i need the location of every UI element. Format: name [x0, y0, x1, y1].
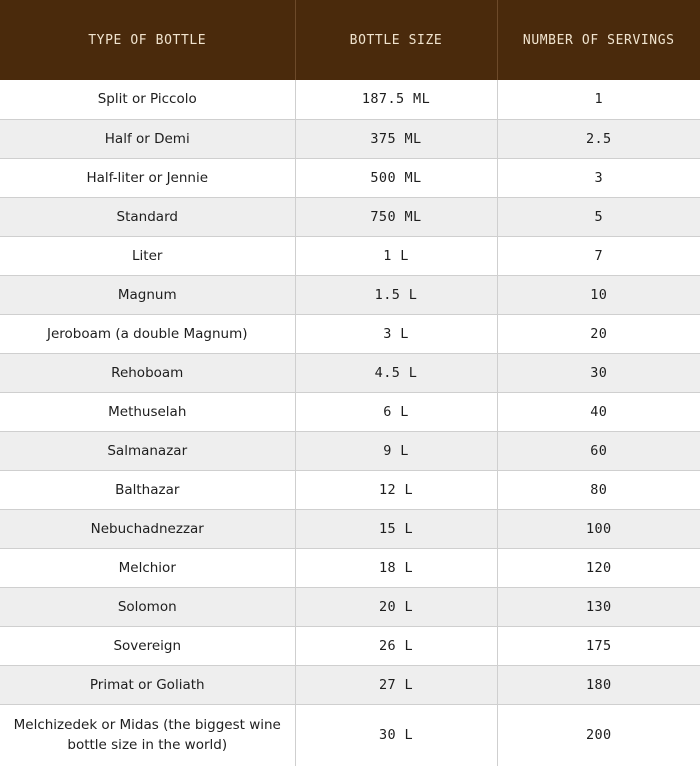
cell-bottle-type: Solomon — [0, 587, 295, 626]
cell-bottle-size: 1.5 L — [295, 275, 497, 314]
cell-bottle-type: Balthazar — [0, 470, 295, 509]
table-header — [0, 0, 700, 80]
cell-bottle-type: Half or Demi — [0, 119, 295, 158]
cell-bottle-size: 3 L — [295, 314, 497, 353]
cell-servings: 20 — [497, 314, 700, 353]
cell-bottle-size: 18 L — [295, 548, 497, 587]
cell-bottle-size: 187.5 ML — [295, 80, 497, 119]
table-row — [0, 470, 700, 509]
table-body — [0, 80, 700, 766]
cell-bottle-size: 27 L — [295, 665, 497, 704]
cell-servings: 180 — [497, 665, 700, 704]
cell-servings: 30 — [497, 353, 700, 392]
cell-bottle-type: Sovereign — [0, 626, 295, 665]
cell-bottle-size: 750 ML — [295, 197, 497, 236]
table-row — [0, 119, 700, 158]
cell-bottle-size: 6 L — [295, 392, 497, 431]
cell-bottle-type: Magnum — [0, 275, 295, 314]
cell-servings: 10 — [497, 275, 700, 314]
cell-servings: 80 — [497, 470, 700, 509]
cell-servings: 130 — [497, 587, 700, 626]
cell-servings: 40 — [497, 392, 700, 431]
cell-servings: 7 — [497, 236, 700, 275]
cell-bottle-size: 15 L — [295, 509, 497, 548]
table-row — [0, 236, 700, 275]
cell-servings: 100 — [497, 509, 700, 548]
cell-servings: 1 — [497, 80, 700, 119]
table-row — [0, 197, 700, 236]
header-bottle-size: BOTTLE SIZE — [295, 0, 497, 80]
table-row — [0, 665, 700, 704]
cell-bottle-type: Jeroboam (a double Magnum) — [0, 314, 295, 353]
cell-bottle-type: Melchior — [0, 548, 295, 587]
cell-bottle-type: Liter — [0, 236, 295, 275]
table-row — [0, 431, 700, 470]
cell-bottle-size: 500 ML — [295, 158, 497, 197]
cell-bottle-size: 20 L — [295, 587, 497, 626]
cell-bottle-size: 375 ML — [295, 119, 497, 158]
table-row — [0, 626, 700, 665]
cell-bottle-type: Nebuchadnezzar — [0, 509, 295, 548]
table-row — [0, 587, 700, 626]
table-row — [0, 392, 700, 431]
table-row — [0, 80, 700, 119]
cell-bottle-size: 26 L — [295, 626, 497, 665]
table-row — [0, 509, 700, 548]
cell-bottle-type: Split or Piccolo — [0, 80, 295, 119]
table-row — [0, 353, 700, 392]
cell-bottle-size: 4.5 L — [295, 353, 497, 392]
cell-servings: 120 — [497, 548, 700, 587]
cell-servings: 5 — [497, 197, 700, 236]
table-row — [0, 704, 700, 766]
table-row — [0, 314, 700, 353]
cell-bottle-type: Half-liter or Jennie — [0, 158, 295, 197]
cell-bottle-type: Melchizedek or Midas (the biggest wine bottle size in the world) — [0, 704, 295, 766]
cell-servings: 3 — [497, 158, 700, 197]
cell-servings: 200 — [497, 704, 700, 766]
cell-bottle-size: 12 L — [295, 470, 497, 509]
cell-bottle-type: Primat or Goliath — [0, 665, 295, 704]
header-number-of-servings: NUMBER OF SERVINGS — [497, 0, 700, 80]
table-row — [0, 548, 700, 587]
cell-bottle-size: 30 L — [295, 704, 497, 766]
table-row — [0, 158, 700, 197]
cell-bottle-type: Standard — [0, 197, 295, 236]
header-row — [0, 0, 700, 80]
cell-bottle-type: Salmanazar — [0, 431, 295, 470]
cell-bottle-type: Rehoboam — [0, 353, 295, 392]
cell-servings: 175 — [497, 626, 700, 665]
cell-servings: 2.5 — [497, 119, 700, 158]
cell-bottle-size: 1 L — [295, 236, 497, 275]
table-row — [0, 275, 700, 314]
header-type-of-bottle: TYPE OF BOTTLE — [0, 0, 295, 80]
cell-servings: 60 — [497, 431, 700, 470]
cell-bottle-type: Methuselah — [0, 392, 295, 431]
cell-bottle-size: 9 L — [295, 431, 497, 470]
